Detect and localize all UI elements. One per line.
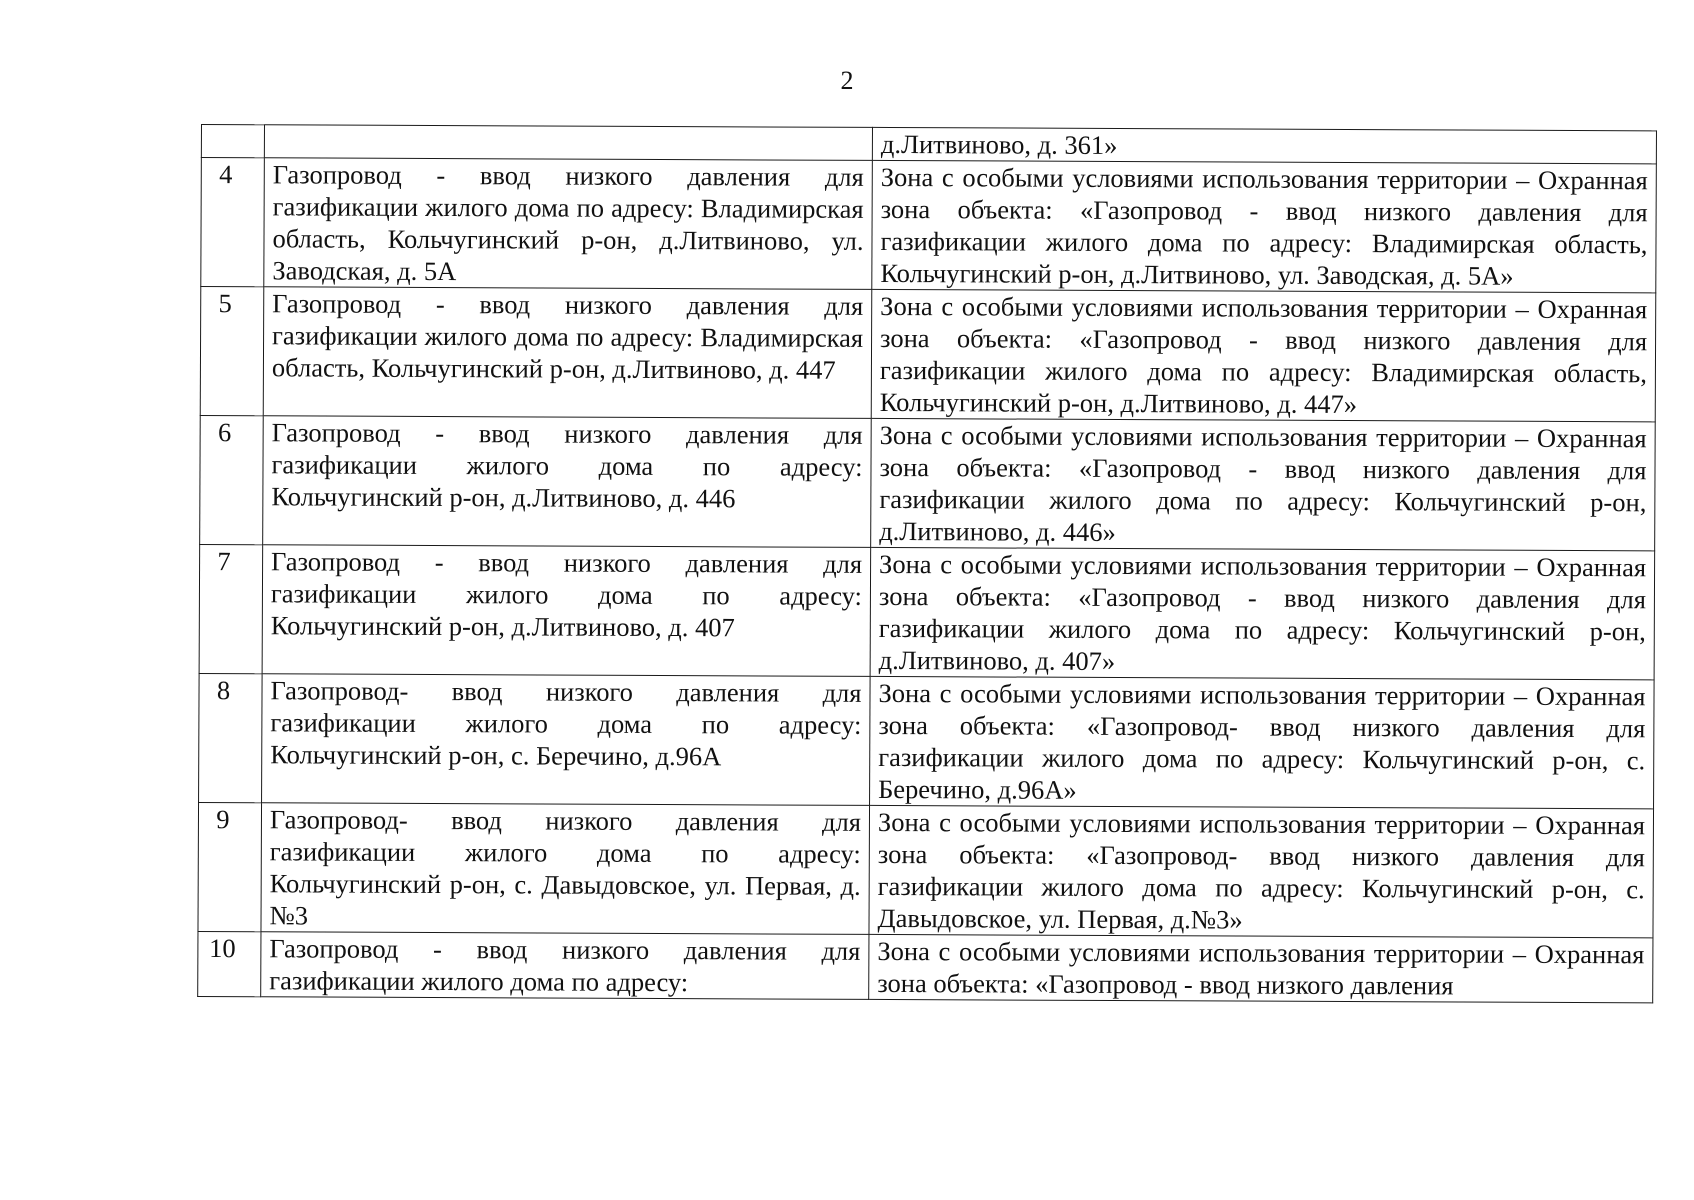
zone-cell: Зона с особыми условиями использования территории – Охранная зона объекта: «Газопровод - ввод низкого давления для газификации жилого дома по адресу: Кольчугинский р-он, д.Литвиново, д. 407» bbox=[870, 547, 1655, 679]
zones-table bbox=[197, 124, 1657, 1003]
table-row bbox=[198, 802, 1654, 937]
row-number-cell: 8 bbox=[199, 673, 263, 802]
table-row bbox=[201, 158, 1657, 293]
row-number-cell: 5 bbox=[200, 287, 264, 416]
table-row bbox=[198, 931, 1653, 1002]
zone-cell: Зона с особыми условиями использования территории – Охранная зона объекта: «Газопровод- ввод низкого давления для газификации жилого дома по адресу: Кольчугинский р-он, с. Беречино, д.96А» bbox=[870, 676, 1655, 808]
object-cell bbox=[264, 125, 872, 161]
object-cell: Газопровод- ввод низкого давления для газификации жилого дома по адресу: Кольчугинский р-он, с. Беречино, д.96А bbox=[262, 674, 871, 806]
object-cell: Газопровод - ввод низкого давления для газификации жилого дома по адресу: Владимирская область, Кольчугинский р-он, д.Литвиново, д. 447 bbox=[263, 287, 872, 419]
object-cell: Газопровод- ввод низкого давления для газификации жилого дома по адресу: Кольчугинский р-он, с. Давыдовское, ул. Первая, д.№3 bbox=[261, 803, 870, 935]
row-number-cell: 10 bbox=[198, 931, 261, 996]
table-row bbox=[199, 673, 1655, 808]
row-number-cell: 4 bbox=[201, 158, 265, 287]
row-number-cell: 6 bbox=[200, 415, 264, 544]
table-row bbox=[199, 544, 1655, 679]
zone-cell: д.Литвиново, д. 361» bbox=[872, 127, 1656, 163]
zone-cell: Зона с особыми условиями использования территории – Охранная зона объекта: «Газопровод - ввод низкого давления bbox=[869, 934, 1653, 1002]
table-row bbox=[200, 415, 1656, 550]
object-cell: Газопровод - ввод низкого давления для газификации жилого дома по адресу: Владимирская область, Кольчугинский р-он, д.Литвиново, ул. Заводская, д. 5А bbox=[264, 158, 873, 290]
object-cell: Газопровод - ввод низкого давления для газификации жилого дома по адресу: bbox=[261, 932, 869, 1000]
zone-cell: Зона с особыми условиями использования территории – Охранная зона объекта: «Газопровод - ввод низкого давления для газификации жилого дома по адресу: Кольчугинский р-он, д.Литвиново, д. 446» bbox=[871, 418, 1656, 550]
object-cell: Газопровод - ввод низкого давления для газификации жилого дома по адресу: Кольчугинский р-он, д.Литвиново, д. 446 bbox=[263, 416, 872, 548]
row-number-cell: 7 bbox=[199, 544, 263, 673]
zone-cell: Зона с особыми условиями использования территории – Охранная зона объекта: «Газопровод- ввод низкого давления для газификации жилого дома по адресу: Кольчугинский р-он, с. Давыдовское, ул. Первая, д.№3» bbox=[869, 805, 1654, 937]
zone-cell: Зона с особыми условиями использования территории – Охранная зона объекта: «Газопровод - ввод низкого давления для газификации жилого дома по адресу: Владимирская область, Кольчугинский р-он, д.Литвиново, ул. Заводская, д. 5А» bbox=[872, 160, 1657, 292]
row-number-cell bbox=[201, 125, 264, 158]
page-number: 2 bbox=[840, 66, 854, 95]
table-row bbox=[200, 287, 1656, 422]
object-cell: Газопровод - ввод низкого давления для газификации жилого дома по адресу: Кольчугинский р-он, д.Литвиново, д. 407 bbox=[262, 545, 871, 677]
row-number-cell: 9 bbox=[198, 802, 262, 931]
zone-cell: Зона с особыми условиями использования территории – Охранная зона объекта: «Газопровод - ввод низкого давления для газификации жилого дома по адресу: Владимирская область, Кольчугинский р-он, д.Литвиново, д. 447» bbox=[871, 289, 1656, 421]
